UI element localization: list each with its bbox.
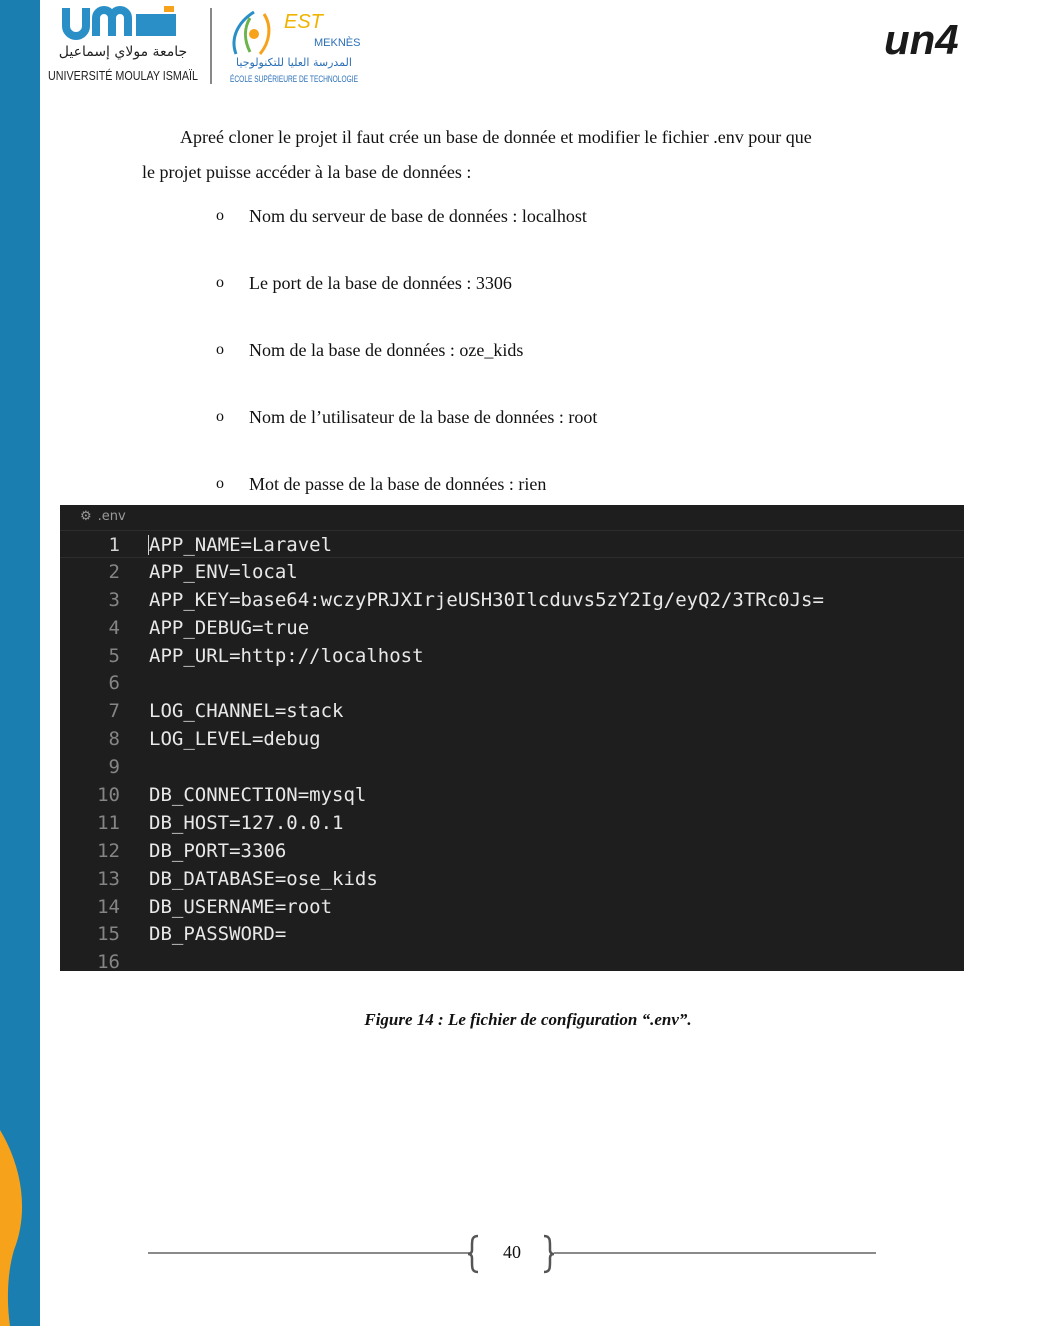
line-number: 5: [108, 644, 120, 667]
code-line: [60, 558, 964, 586]
left-brace-icon: [466, 1234, 480, 1274]
editor-tab[interactable]: [80, 509, 126, 524]
line-text: DB_PASSWORD=: [149, 923, 287, 946]
line-text: LOG_CHANNEL=stack: [149, 700, 344, 723]
line-text: APP_DEBUG=true: [149, 616, 310, 639]
est-logo-text: ÉCOLE SUPÉRIEURE DE TECHNOLOGIE: [230, 74, 358, 84]
code-line: [60, 837, 964, 865]
page-number: 40: [503, 1242, 521, 1262]
est-logo-title: EST: [284, 11, 323, 33]
code-line: [60, 530, 964, 558]
line-text: APP_ENV=local: [149, 560, 298, 583]
list-item: [216, 397, 597, 464]
line-number: 8: [108, 728, 120, 751]
footer-rule-left: [148, 1252, 470, 1254]
intro-line-2: le projet puisse accéder à la base de données :: [142, 162, 472, 182]
bullet-marker: o: [216, 341, 224, 358]
umi-logo-arabic: جامعة مولاي إسماعيل: [58, 44, 188, 60]
line-number: 9: [108, 756, 120, 779]
bullet-marker: o: [216, 274, 224, 291]
code-line: [60, 614, 964, 642]
line-number: 12: [97, 839, 120, 862]
list-item-text: Nom de la base de données : oze_kids: [249, 340, 524, 360]
bullet-marker: o: [216, 207, 224, 224]
side-orange-decoration: [0, 1120, 40, 1326]
right-brace-icon: [542, 1234, 556, 1274]
un4-logo-text: un4: [884, 16, 959, 63]
un4-logo: [880, 14, 970, 64]
line-text: APP_NAME=Laravel: [149, 534, 333, 556]
footer-rule-right: [554, 1252, 876, 1254]
code-line: [60, 948, 964, 976]
list-item: [216, 196, 597, 263]
code-line: [60, 781, 964, 809]
line-text: LOG_LEVEL=debug: [149, 728, 321, 751]
code-line: [60, 725, 964, 753]
line-number: 13: [97, 867, 120, 890]
code-line: [60, 893, 964, 921]
code-lines[interactable]: [60, 530, 964, 976]
line-number: 15: [97, 923, 120, 946]
line-number: 14: [97, 895, 120, 918]
figure-caption: Figure 14 : Le fichier de configuration “.env”.: [364, 1010, 692, 1029]
est-logo-city: MEKNÈS: [314, 37, 361, 49]
code-line: [60, 865, 964, 893]
list-item: [216, 330, 597, 397]
line-text: DB_PORT=3306: [149, 839, 287, 862]
line-text: DB_CONNECTION=mysql: [149, 784, 367, 807]
line-number: 11: [97, 811, 120, 834]
list-item-text: Nom de l’utilisateur de la base de données : root: [249, 407, 598, 427]
line-number: 7: [108, 700, 120, 723]
bullet-marker: o: [216, 475, 224, 492]
line-number: 6: [108, 672, 120, 695]
line-number: 1: [108, 534, 120, 556]
line-number: 2: [108, 560, 120, 583]
code-line: [60, 753, 964, 781]
line-text: APP_KEY=base64:wczyPRJXIrjeUSH30Ilcduvs5zY2Ig/eyQ2/3TRc0Js=: [149, 588, 824, 611]
line-text: APP_URL=http://localhost: [149, 644, 424, 667]
code-line: [60, 920, 964, 948]
umi-logo: [44, 4, 202, 88]
bullet-marker: o: [216, 408, 224, 425]
est-logo: [224, 4, 364, 88]
umi-logo-text: UNIVERSITÉ MOULAY ISMAÏL: [48, 68, 198, 83]
line-number: 10: [97, 784, 120, 807]
line-text: DB_DATABASE=ose_kids: [149, 867, 378, 890]
logo-divider: [210, 8, 212, 84]
code-line: [60, 642, 964, 670]
gear-icon: ⚙: [80, 509, 92, 524]
line-number: 16: [97, 951, 120, 974]
list-item-text: Nom du serveur de base de données : localhost: [249, 206, 587, 226]
env-file-editor: [60, 505, 964, 974]
list-item: [216, 263, 597, 330]
line-number: 4: [108, 616, 120, 639]
line-text: DB_HOST=127.0.0.1: [149, 811, 344, 834]
db-settings-list: [216, 196, 597, 531]
intro-paragraph: [142, 120, 912, 190]
list-item-text: Mot de passe de la base de données : rien: [249, 474, 547, 494]
list-item-text: Le port de la base de données : 3306: [249, 273, 512, 293]
est-logo-arabic: المدرسة العليا للتكنولوجيا: [236, 56, 352, 69]
code-line: [60, 697, 964, 725]
code-line: [60, 669, 964, 697]
line-text: DB_USERNAME=root: [149, 895, 333, 918]
editor-tab-label: .env: [97, 509, 126, 524]
code-line: [60, 809, 964, 837]
line-number: 3: [108, 588, 120, 611]
intro-line-1: Apreé cloner le projet il faut crée un base de donnée et modifier le fichier .env pour que: [180, 127, 812, 147]
code-line: [60, 586, 964, 614]
